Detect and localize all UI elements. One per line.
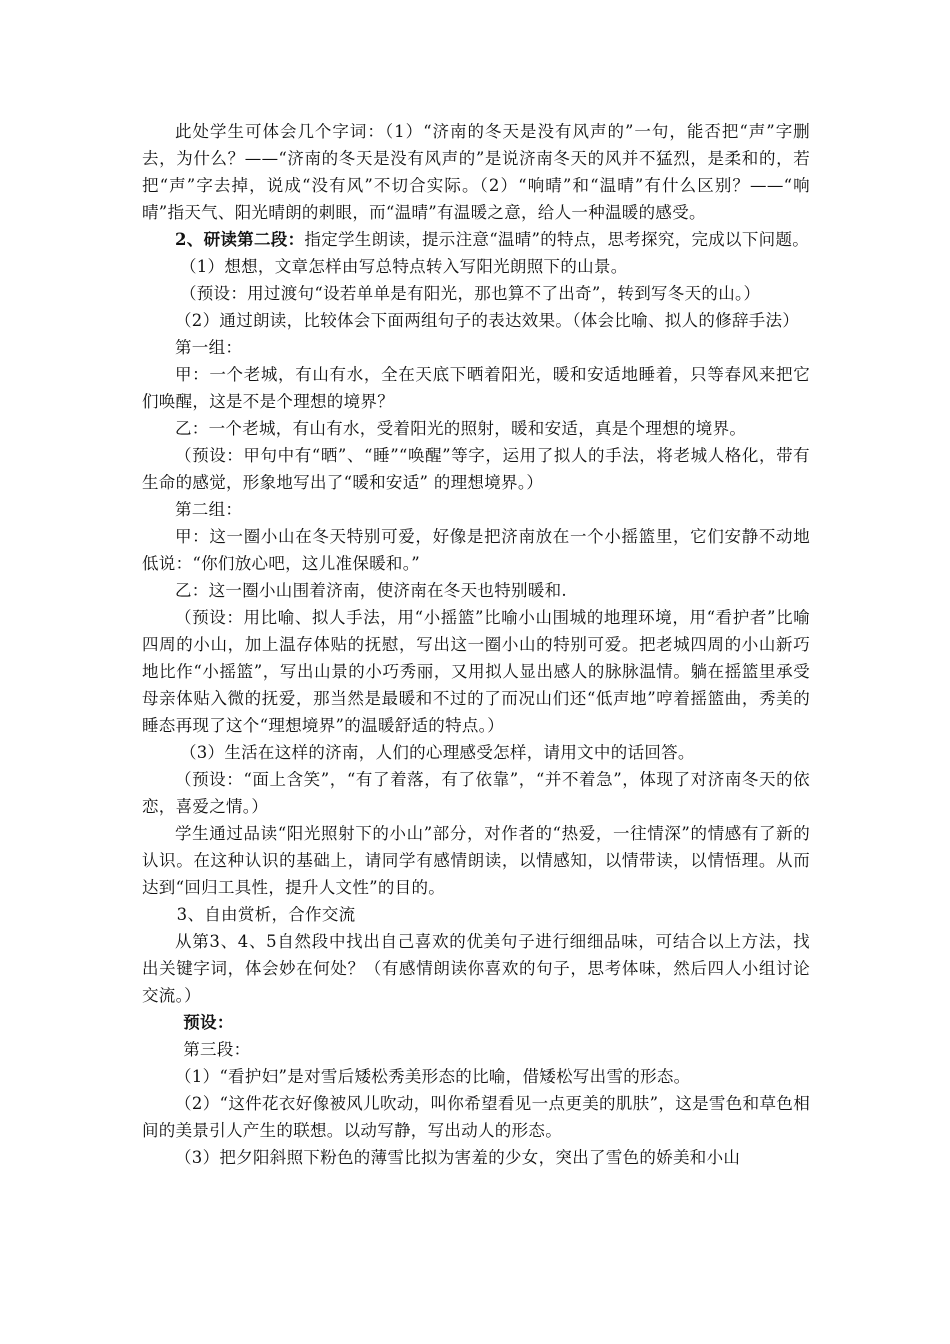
group-2-label: 第二组： <box>175 500 243 519</box>
paragraph-3-point-3: （3）把夕阳斜照下粉色的薄雪比拟为害羞的少女，突出了雪色的娇美和小山 <box>175 1148 741 1167</box>
question-1: （1）想想，文章怎样由写总特点转入写阳光朗照下的山景。 <box>179 257 628 276</box>
group-1-sentence-b: 乙：一个老城，有山有水，受着阳光的照射，暖和安适，真是个理想的境界。 <box>175 419 747 438</box>
group-2-answer: （预设：用比喻、拟人手法，用“小摇篮”比喻小山围城的地理环境，用“看护者”比喻四周的小山，加上温存体贴的抚慰，写出这一圈小山的特别可爱。把老城四周的小山新巧地比作“小摇篮”，写出山景的小巧秀丽，又用拟人显出感人的脉脉温情。躺在摇篮里承受母亲体贴入微的抚爱，那当然是最暖和不过的了而况山们还“低声地”哼着摇篮曲，秀美的睡态再现了这个“理想境界”的温暖舒适的特点。） <box>142 608 810 735</box>
preset-label <box>142 1009 810 1036</box>
group-1-label: 第一组： <box>175 338 243 357</box>
paragraph-3-label: 第三段： <box>183 1040 251 1059</box>
paragraph-word-analysis: 此处学生可体会几个字词：（1）“济南的冬天是没有风声的”一句，能否把“声”字删去，为什么？——“济南的冬天是没有风声的”是说济南冬天的风并不猛烈，是柔和的，若把“声”字去掉，说成“没有风”不切合实际。（2）“响晴”和“温晴”有什么区别？——“响晴”指天气、阳光晴朗的刺眼，而“温晴”有温暖之意，给人一种温暖的感受。 <box>142 122 810 222</box>
section-2-instruction: 指定学生朗读，提示注意“温晴”的特点，思考探究，完成以下问题。 <box>304 230 810 249</box>
paragraph-section-2-heading <box>142 226 810 253</box>
group-2-sentence-a: 甲：这一圈小山在冬天特别可爱，好像是把济南放在一个小摇篮里，它们安静不动地低说：“你们放心吧，这儿准保暖和。” <box>142 527 810 573</box>
section-2-title: 2、研读第二段： <box>175 230 305 249</box>
paragraph-3-point-1: （1）“看护妇”是对雪后矮松秀美形态的比喻，借矮松写出雪的形态。 <box>175 1067 691 1086</box>
document-page <box>142 118 810 1171</box>
preset-label-text: 预设： <box>183 1013 234 1032</box>
section-3-title: 3、自由赏析，合作交流 <box>176 905 356 924</box>
question-2: （2）通过朗读，比较体会下面两组句子的表达效果。（体会比喻、拟人的修辞手法） <box>175 311 800 330</box>
answer-3: （预设：“面上含笑”，“有了着落，有了依靠”，“并不着急”，体现了对济南冬天的依恋，喜爱之情。） <box>142 770 810 816</box>
group-1-sentence-a: 甲：一个老城，有山有水，全在天底下晒着阳光，暖和安适地睡着，只等春风来把它们唤醒，这是不是个理想的境界？ <box>142 365 810 411</box>
paragraph-reading-summary: 学生通过品读“阳光照射下的小山”部分，对作者的“热爱，一往情深”的情感有了新的认识。在这种认识的基础上，请同学有感情朗读，以情感知，以情带读，以情悟理。从而达到“回归工具性，提升人文性”的目的。 <box>142 824 810 897</box>
paragraph-3-point-2: （2）“这件花衣好像被风儿吹动，叫你希望看见一点更美的肌肤”，这是雪色和草色相间的美景引人产生的联想。以动写静，写出动人的形态。 <box>142 1094 810 1140</box>
section-3-instruction: 从第3、4、5自然段中找出自己喜欢的优美句子进行细细品味，可结合以上方法，找出关键字词，体会妙在何处？（有感情朗读你喜欢的句子，思考体味，然后四人小组讨论交流。） <box>142 932 810 1005</box>
group-2-sentence-b: 乙：这一圈小山围着济南，使济南在冬天也特别暖和. <box>175 581 567 600</box>
answer-1: （预设：用过渡句“设若单单是有阳光，那也算不了出奇”，转到写冬天的山。） <box>179 284 761 303</box>
question-3: （3）生活在这样的济南，人们的心理感受怎样，请用文中的话回答。 <box>179 743 695 762</box>
group-1-answer: （预设：甲句中有“晒”、“睡”“唤醒”等字，运用了拟人的手法，将老城人格化，带有生命的感觉，形象地写出了“暖和安适” 的理想境界。） <box>142 446 810 492</box>
